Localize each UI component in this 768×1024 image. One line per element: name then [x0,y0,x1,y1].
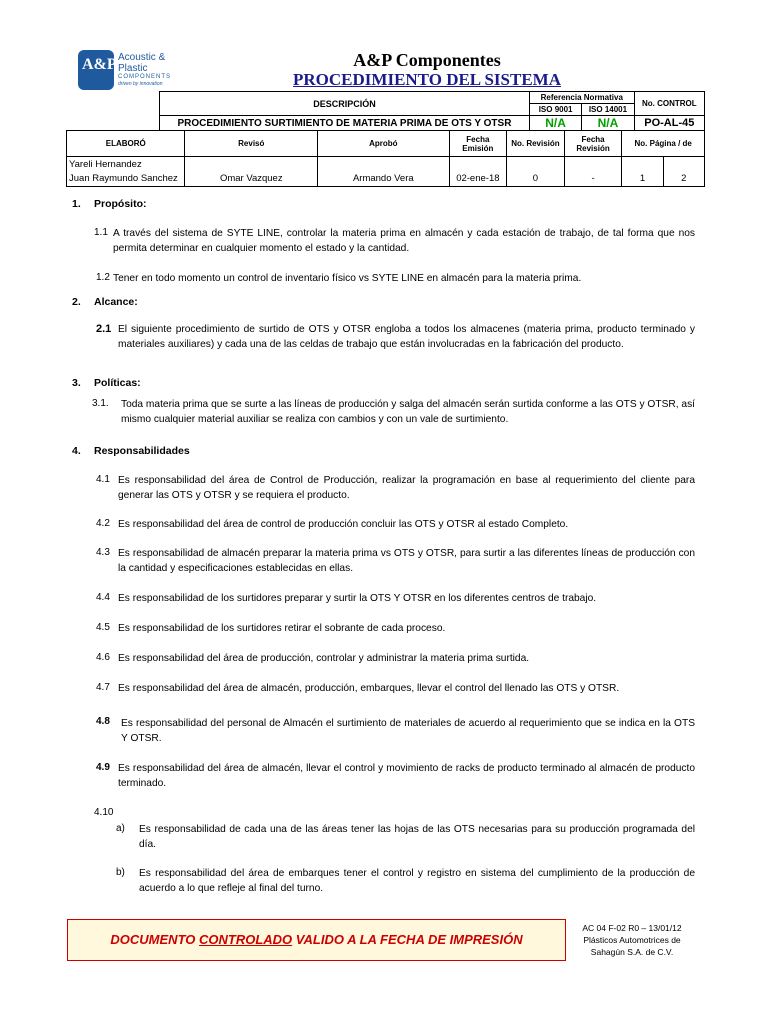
fecha-revision-value: - [564,157,622,187]
logo-line2: Plastic [118,63,148,74]
reviso-value: Omar Vazquez [185,157,318,187]
elaboro-name-2: Juan Raymundo Sanchez [69,172,178,184]
item-4-4-number: 4.4 [96,592,110,603]
elaboro-value [67,157,185,187]
item-4-10b-text: Es responsabilidad del área de embarques tener el control y registro en sistema del cumplimiento de la producción de acuerdo a lo que refleje al final del turno. [139,868,695,894]
controlled-document-stamp [67,919,566,961]
stamp-post: VALIDO A LA FECHA DE IMPRESIÓN [292,932,523,947]
logo-mark-text: A&P [82,56,117,73]
descripcion-label: DESCRIPCIÓN [160,92,530,116]
pagina-value: 1 [622,157,663,187]
section-4-number: 4. [72,445,81,457]
item-4-3-text: Es responsabilidad de almacén preparar la materia prima vs OTS y OTSR, para surtir a las diferentes líneas de producción con la cantidad y especificaciones establecidas en ellas. [118,548,695,574]
iso9001-value: N/A [529,116,581,131]
footer-info [574,922,690,958]
aprobo-label: Aprobó [318,131,450,157]
item-4-10-number: 4.10 [94,807,114,818]
item-4-8-number: 4.8 [96,716,110,727]
section-1-title: Propósito: [94,198,147,210]
section-2-number: 2. [72,296,81,308]
section-3-number: 3. [72,377,81,389]
no-revision-label: No. Revisión [507,131,565,157]
item-2-1-number: 2.1 [96,323,112,335]
document-title: PROCEDIMIENTO DEL SISTEMA [293,70,561,89]
item-4-7-number: 4.7 [96,682,110,693]
item-4-10b-letter: b) [116,867,125,878]
stamp-pre: DOCUMENTO [110,932,200,947]
item-1-1-number: 1.1 [94,227,108,238]
item-1-2-number: 1.2 [96,272,110,283]
pagina-label: No. Página / de [622,131,705,157]
iso9001-label: ISO 9001 [529,104,581,116]
logo-mark [78,50,117,90]
fecha-emision-value: 02-ene-18 [449,157,507,187]
item-4-9-number: 4.9 [96,762,110,773]
item-3-1-number: 3.1. [92,398,109,409]
de-value: 2 [663,157,704,187]
item-4-7-text: Es responsabilidad del área de almacén, producción, embarques, llevar el control del llenado las OTS y OTSR. [118,683,620,694]
item-4-2-text: Es responsabilidad del área de control de producción concluir las OTS y OTSR al estado Completo. [118,519,569,530]
section-2-title: Alcance: [94,296,138,308]
iso14001-value: N/A [582,116,634,131]
section-3-title: Políticas: [94,377,141,389]
item-4-9-text: Es responsabilidad del área de almacén, llevar el control y movimiento de racks de producto terminado al almacén de producto terminado. [118,763,695,789]
fecha-emision-label: Fecha Emisión [449,131,507,157]
item-4-8-text: Es responsabilidad del personal de Almacén el surtimiento de materiales de acuerdo al requerimiento que se indica en la OTS Y OTSR. [121,718,695,744]
logo-line3: COMPONENTS [118,74,172,80]
elaboro-label: ELABORÓ [67,131,185,157]
iso14001-label: ISO 14001 [582,104,634,116]
stamp-controlled: CONTROLADO [199,932,293,947]
logo-line4: driven by innovation [118,81,163,87]
fecha-revision-label: Fecha Revisión [564,131,622,157]
item-4-2-number: 4.2 [96,518,110,529]
control-number: PO-AL-45 [634,116,704,131]
section-4-title: Responsabilidades [94,445,190,457]
item-3-1-text: Toda materia prima que se surte a las líneas de producción y salga del almacén serán surtida conforme a las OTS y OTSR, así mismo cualquier material auxiliar se realiza con cambios y con un vale de surtimiento. [121,399,695,425]
footer-line1: AC 04 F-02 R0 – 13/01/12 [582,923,682,933]
item-4-4-text: Es responsabilidad de los surtidores preparar y surtir la OTS Y OTSR en los diferentes centros de trabajo. [118,593,597,604]
ref-normativa-label: Referencia Normativa [529,92,634,104]
item-4-10a-letter: a) [116,823,125,834]
section-1-number: 1. [72,198,81,210]
no-control-label: No. CONTROL [634,92,704,116]
item-4-3-number: 4.3 [96,547,110,558]
aprobo-value: Armando Vera [318,157,450,187]
header-table [159,91,705,131]
procedure-name: PROCEDIMIENTO SURTIMIENTO DE MATERIA PRIMA DE OTS Y OTSR [160,116,530,131]
item-4-1-text: Es responsabilidad del área de Control de Producción, realizar la programación en base al requerimiento del cliente para generar las OTS y OTSR y se requiera el producto. [118,475,695,501]
footer-line2: Plásticos Automotrices de [583,935,681,945]
reviso-label: Revisó [185,131,318,157]
item-4-5-number: 4.5 [96,622,110,633]
approval-table [66,130,705,187]
item-1-1-text: A través del sistema de SYTE LINE, controlar la materia prima en almacén y cada estación de trabajo, de tal forma que nos permita determinar en cualquier momento el estado y la cantidad. [113,228,695,254]
company-logo [78,50,170,94]
item-4-10a-text: Es responsabilidad de cada una de las áreas tener las hojas de las OTS necesarias para su producción programada del día. [139,824,695,850]
item-1-2-text: Tener en todo momento un control de inventario físico vs SYTE LINE en almacén para la materia prima. [113,273,582,284]
item-4-5-text: Es responsabilidad de los surtidores retirar el sobrante de cada proceso. [118,623,446,634]
footer-line3: Sahagún S.A. de C.V. [590,947,674,957]
no-revision-value: 0 [507,157,565,187]
stamp-text [68,932,565,947]
elaboro-name-1: Yareli Hernandez [69,158,142,170]
item-4-6-number: 4.6 [96,652,110,663]
item-2-1-text: El siguiente procedimiento de surtido de OTS y OTSR engloba a todos los almacenes (materia prima, producto terminado y materiales auxiliares) y cada una de las celdas de trabajo que están involucradas en la fabricación del producto. [118,324,695,350]
company-name: A&P Componentes [353,50,501,70]
item-4-6-text: Es responsabilidad del área de producción, controlar y administrar la materia prima surtida. [118,653,530,664]
logo-line1: Acoustic & [118,52,166,63]
item-4-1-number: 4.1 [96,474,110,485]
